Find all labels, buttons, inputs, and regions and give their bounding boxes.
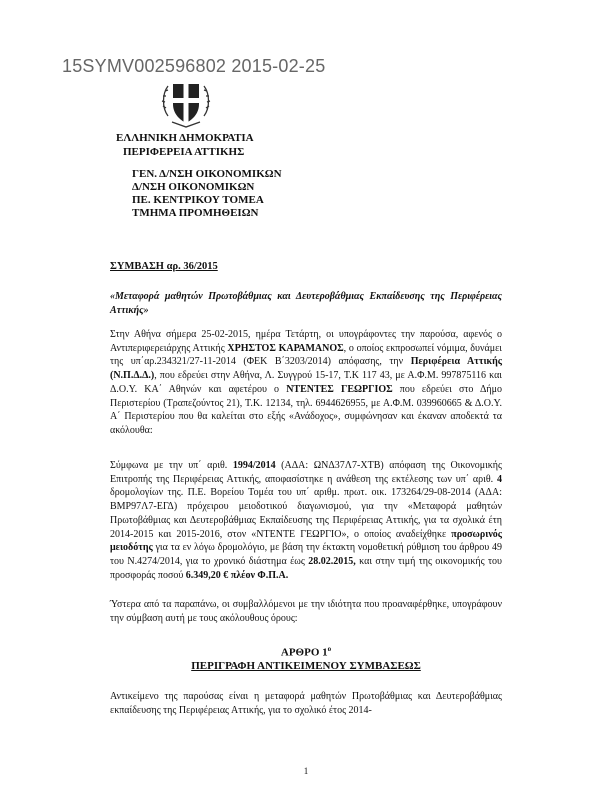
contract-amount: 6.349,20 € πλέον Φ.Π.Α. <box>185 569 289 581</box>
article-body-paragraph: Αντικείμενο της παρούσας είναι η μεταφορά μαθητών Πρωτοβάθμιας και Δευτεροβάθμιας εκπαίδευσης της Περιφέρειας Αττικής, για το σχολικό έτος 2014- <box>110 691 502 716</box>
article-heading: ΠΕΡΙΓΡΑΦΗ ΑΝΤΙΚΕΙΜΕΝΟΥ ΣΥΜΒΑΣΕΩΣ <box>191 660 421 672</box>
header-dept-sector: ΠΕ. ΚΕΝΤΡΙΚΟΥ ΤΟΜΕΑ <box>132 194 264 206</box>
document-id-stamp: 15SYMV002596802 2015-02-25 <box>62 56 326 76</box>
header-dept-directorate: Δ/ΝΣΗ ΟΙΚΟΝΟΜΙΚΩΝ <box>132 181 255 193</box>
vice-governor-name: ΧΡΗΣΤΟΣ ΚΑΡΑΜΑΝΟΣ <box>227 342 344 354</box>
page-number: 1 <box>303 766 309 776</box>
header-region: ΠΕΡΙΦΕΡΕΙΑ ΑΤΤΙΚΗΣ <box>123 146 245 158</box>
parties-paragraph: Στην Αθήνα σήμερα 25-02-2015, ημέρα Τετάρτη, οι υπογράφοντες την παρούσα, αφενός ο Αντιπεριφερειάρχης Αττικής ΧΡΗΣΤΟΣ ΚΑΡΑΜΑΝΟΣ, ο οποίος εκπροσωπεί νόμιμα, δυνάμει της υπ΄αρ.234321/27-11-2014 (ΦΕΚ Β΄3203/2014) απόφασης, την Περιφέρεια Αττικής (Ν.Π.Δ.Δ.), που εδρεύει στην Αθήνα, Λ. Συγγρού 15-17, Τ.Κ 117 43, με Α.Φ.Μ. 997875116 και Δ.Ο.Υ. ΚΑ΄ Αθηνών και αφετέρου ο ΝΤΕΝΤΕΣ ΓΕΩΡΓΙΟΣ που εδρεύει στο Δήμο Περιστερίου (Τραπεζούντος 21), Τ.Κ. 12134, τηλ. 6944626955, με Α.Φ.Μ. 039960665 & Δ.Ο.Υ. Α΄ Περιστερίου που θα καλείται στο εξής «Ανάδοχος», συμφώνησαν και έκαναν αποδεκτά τα ακόλουθα: <box>110 329 503 436</box>
greek-coat-of-arms-emblem <box>160 78 212 130</box>
header-country: ΕΛΛΗΝΙΚΗ ΔΗΜΟΚΡΑΤΙΑ <box>116 132 254 144</box>
article-number: ΑΡΘΡΟ $1^o$ <box>280 645 332 659</box>
terms-intro-paragraph: Ύστερα από τα παραπάνω, οι συμβαλλόμενοι με την ιδιότητα που προαναφέρθηκε, υπογράφουν την σύμβαση αυτή με τους ακόλουθους όρους: <box>110 599 502 624</box>
contractor-name: ΝΤΕΝΤΕΣ ΓΕΩΡΓΙΟΣ <box>286 383 393 395</box>
header-dept-section: ΤΜΗΜΑ ΠΡΟΜΗΘΕΙΩΝ <box>132 207 259 219</box>
decision-paragraph: Σύμφωνα με την υπ΄ αριθ. 1994/2014 (ΑΔΑ: ΩΝΔ37Λ7-ΧΤΒ) απόφαση της Οικονομικής Επιτροπής της Περιφέρειας Αττικής, αποφασίστηκε η ανάθεση της εκτέλεσης των υπ΄ αριθ. 4 δρομολογίων της. Π.Ε. Βορείου Τομέα του υπ΄ αριθμ. πρωτ. οικ. 173264/29-08-2014 (ΑΔΑ: ΒΜΡ97Λ7-ΕΓΔ) πρόχειρου μειοδοτικού διαγωνισμού, για την «Μεταφορά μαθητών Πρωτοβάθμιας και Δευτεροβάθμιας Εκπαίδευσης της Περιφέρειας Αττικής, για τα σχολικά έτη 2014-2015 και 2015-2016, στον «ΝΤΕΝΤΕ ΓΕΩΡΓΙΟ», ο οποίος αναδείχθηκε προσωρινός μειοδότης για τα εν λόγω δρομολόγιο, με βάση την έκτακτη νομοθετική ρύθμιση του άρθρου 49 του Ν.4274/2014, για το χρονικό διάστημα έως 28.02.2015, και στην τιμή της οικονομικής του προσφοράς ποσού 6.349,20 € πλέον Φ.Π.Α. <box>110 460 502 581</box>
contract-title: «Μεταφορά μαθητών Πρωτοβάθμιας και Δευτεροβάθμιας Εκπαίδευσης της Περιφέρειας Αττικής» <box>110 291 502 316</box>
header-dept-general: ΓΕΝ. Δ/ΝΣΗ ΟΙΚΟΝΟΜΙΚΩΝ <box>132 168 282 180</box>
contract-number: ΣΥΜΒΑΣΗ αρ. 36/2015 <box>110 261 218 272</box>
region-entity: Περιφέρεια Αττικής (Ν.Π.Δ.Δ.) <box>110 356 503 382</box>
